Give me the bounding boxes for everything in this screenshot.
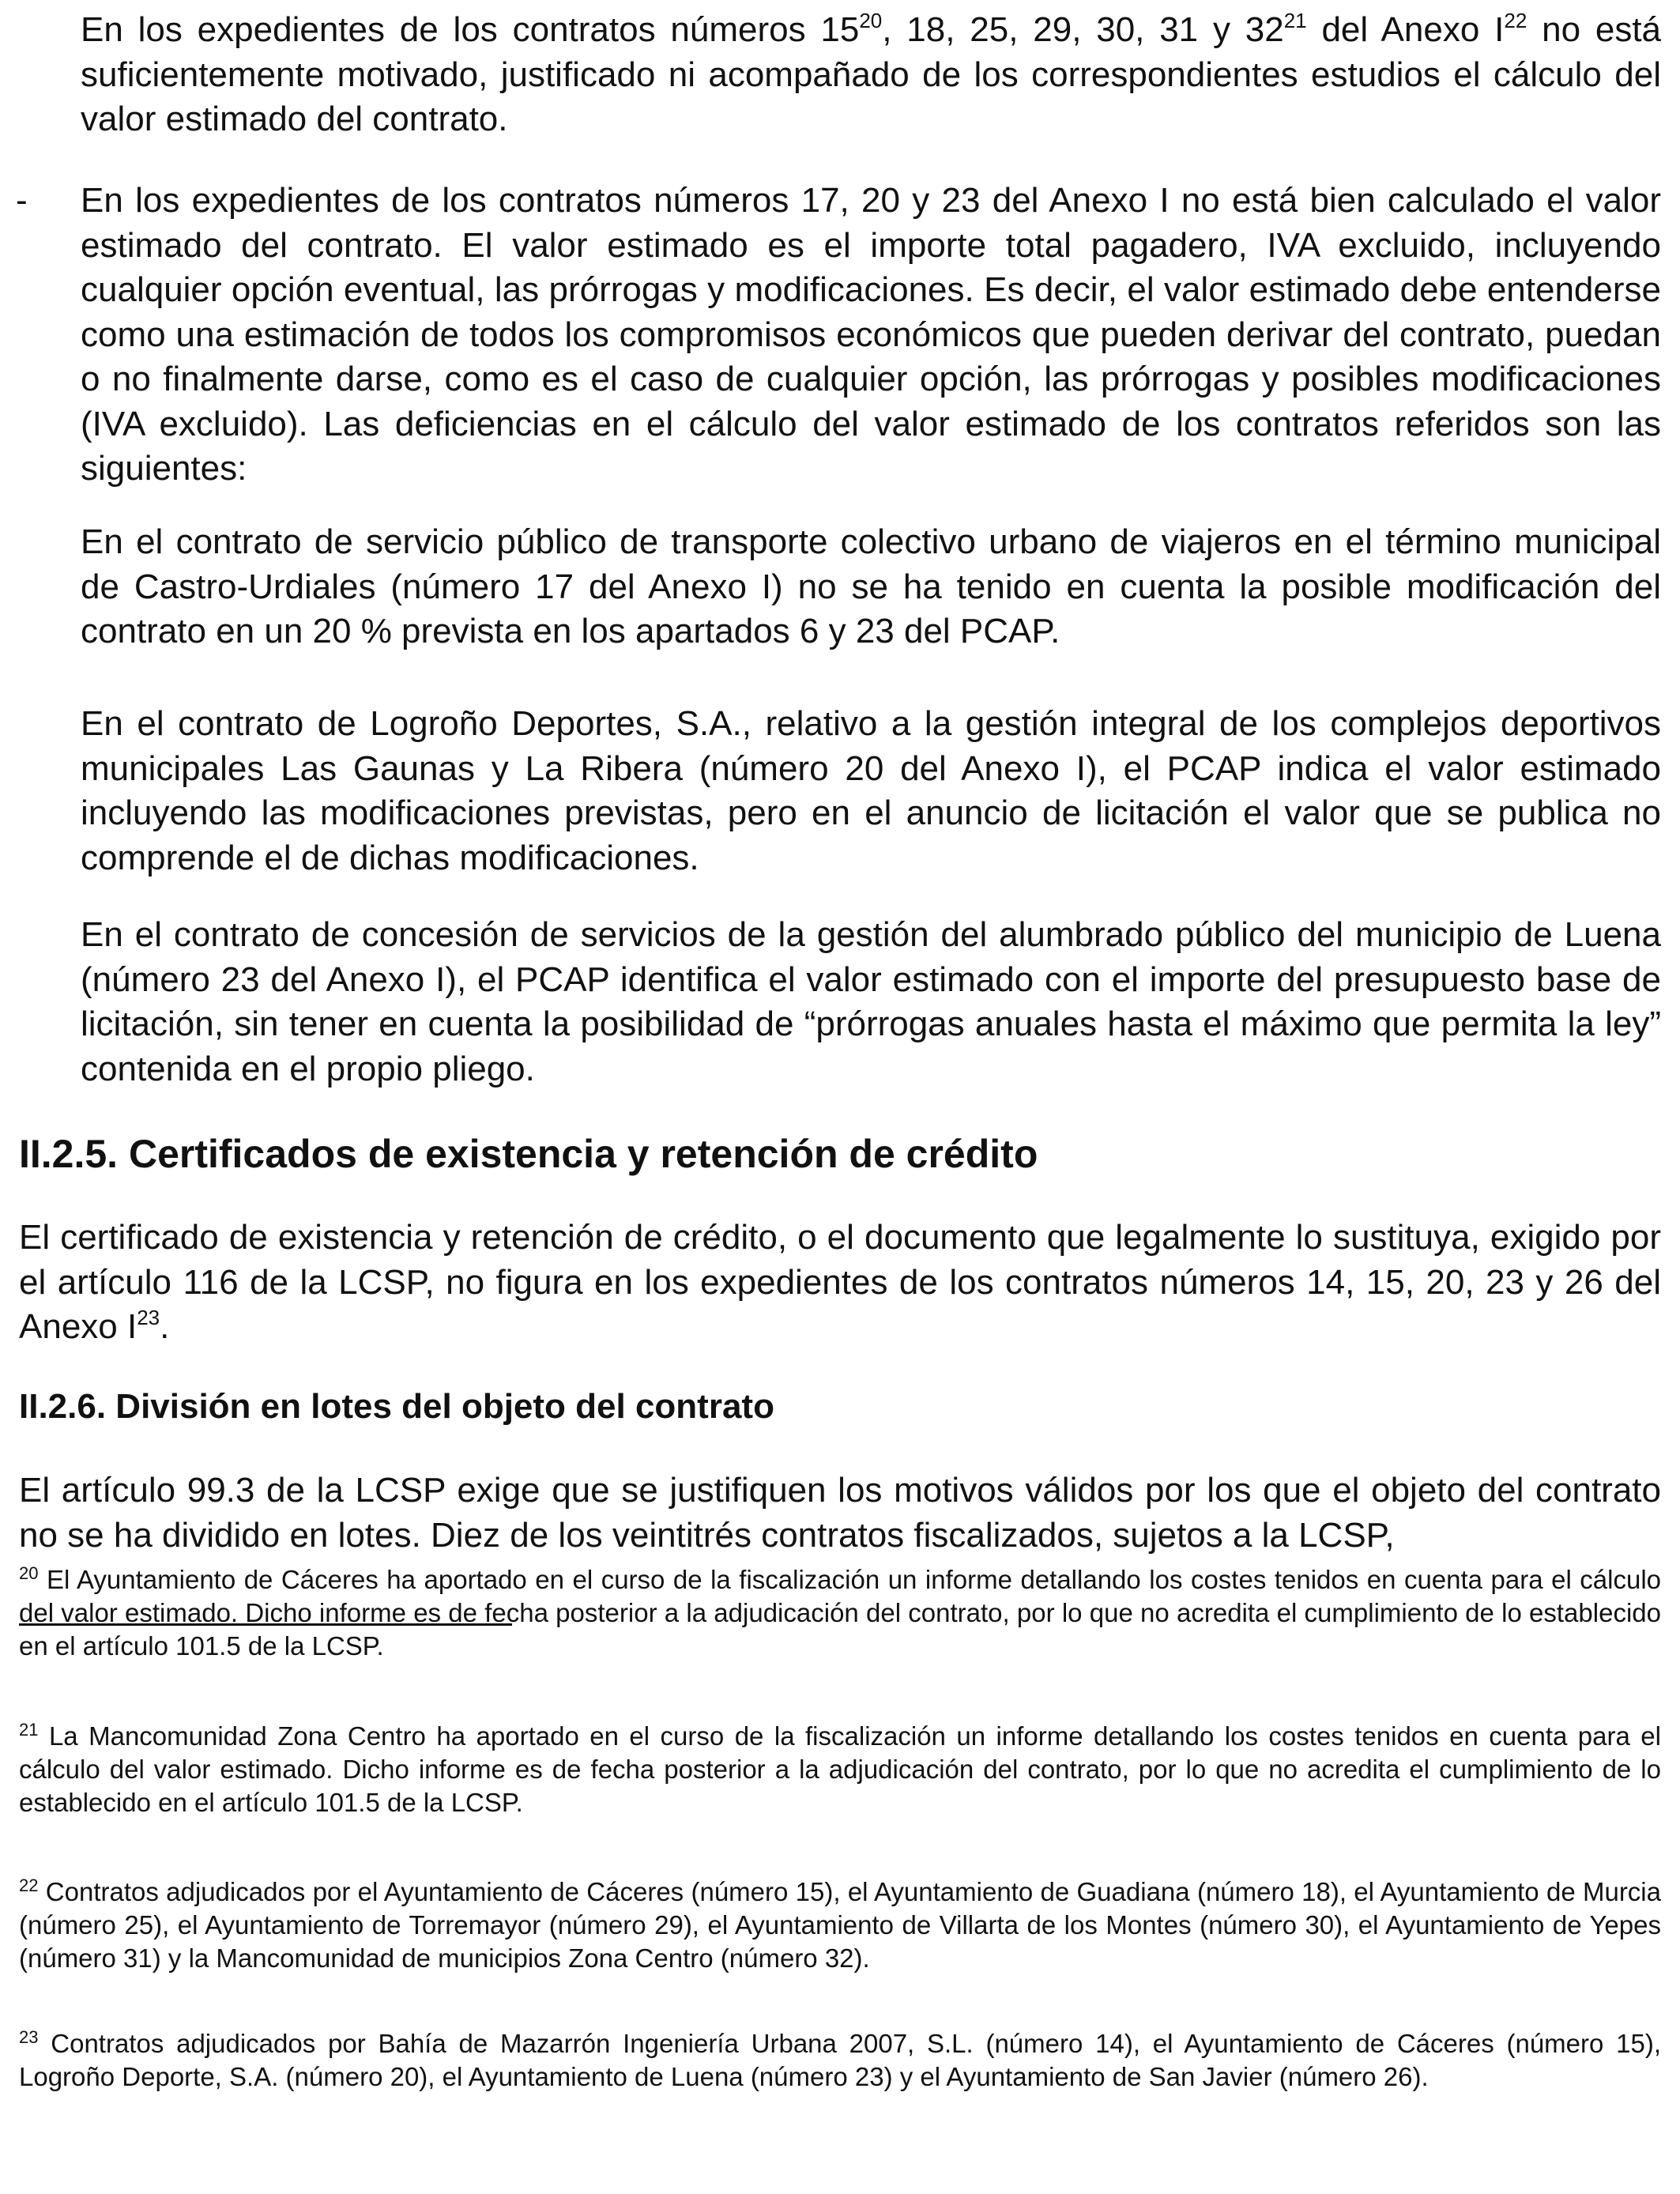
paragraph-valor-estimado-motivacion: En los expedientes de los contratos números $15^{20}$, 18, 25, 29, 30, 31 y $32^{21}$ del Anexo $I^{22}$ no está suficientemente motivado, justificado ni acompañado de los correspondientes estudios el cálculo del valor estimado del contrato. xyxy=(81,9,1662,138)
paragraph-castro-urdiales: En el contrato de servicio público de transporte colectivo urbano de viajeros en el término municipal de Castro-Urdiales (número 17 del Anexo I) no se ha tenido en cuenta la posible modificación del contrato en un 20 % prevista en los apartados 6 y 23 del PCAP. xyxy=(81,522,1661,650)
footnote-ref-21[interactable]: 21 xyxy=(1283,9,1307,32)
footnote-ref-22[interactable]: 22 xyxy=(1504,9,1527,32)
paragraph-logrono-deportes: En el contrato de Logroño Deportes, S.A., relativo a la gestión integral de los complejos deportivos municipales Las Gaunas y La Ribera (número 20 del Anexo I), el PCAP indica el valor estimado incluyendo las modificaciones previstas, pero en el anuncio de licitación el valor que se publica no comprende el de dichas modificaciones. xyxy=(81,704,1661,877)
footnote-22: $^{22}$ Contratos adjudicados por el Ayuntamiento de Cáceres (número 15), el Ayuntamiento de Guadiana (número 18), el Ayuntamiento de Murcia (número 25), el Ayuntamiento de Torremayor (número 29), el Ayuntamiento de Villarta de los Montes (número 30), el Ayuntamiento de Yepes (número 31) y la Mancomunidad de municipios Zona Centro (número 32). xyxy=(19,1875,1661,1973)
bullet-paragraph-calculo-valor: En los expedientes de los contratos números 17, 20 y 23 del Anexo I no está bien calculado el valor estimado del contrato. El valor estimado es el importe total pagadero, IVA excluido, incluyendo cualquier opción eventual, las prórrogas y modificaciones. Es decir, el valor estimado debe entenderse como una estimación de todos los compromisos económicos que pueden derivar del contrato, puedan o no finalmente darse, como es el caso de cualquier opción, las prórrogas y posibles modificaciones (IVA excluido). Las deficiencias en el cálculo del valor estimado de los contratos referidos son las siguientes: xyxy=(81,181,1661,488)
paragraph-division-lotes: El artículo 99.3 de la LCSP exige que se justifiquen los motivos válidos por los que el objeto del contrato no se ha dividido en lotes. Diez de los veintitrés contratos fiscalizados, sujetos a la LCSP, xyxy=(19,1471,1661,1555)
paragraph-luena: En el contrato de concesión de servicios de la gestión del alumbrado público del municipio de Luena (número 23 del Anexo I), el PCAP identifica el valor estimado con el importe del presupuesto base de licitación, sin tener en cuenta la posibilidad de “prórrogas anuales hasta el máximo que permita la ley” contenida en el propio pliego. xyxy=(81,915,1661,1088)
section-heading-2-2-5: II.2.5. Certificados de existencia y retención de crédito xyxy=(19,1132,1038,1176)
bullet-dash: - xyxy=(16,181,28,220)
footnote-ref-20[interactable]: 20 xyxy=(859,9,883,32)
footnote-23: $^{23}$ Contratos adjudicados por Bahía de Mazarrón Ingeniería Urbana 2007, S.L. (número 14), el Ayuntamiento de Cáceres (número 15), Logroño Deporte, S.A. (número 20), el Ayuntamiento de Luena (número 23) y el Ayuntamiento de San Javier (número 26). xyxy=(19,2027,1661,2091)
paragraph-certificados: El certificado de existencia y retención de crédito, o el documento que legalmente lo sustituya, exigido por el artículo 116 de la LCSP, no figura en los expedientes de los contratos números 14, 15, 20, 23 y 26 del Anexo $I^{23}$. xyxy=(19,1218,1661,1346)
section-heading-2-2-6: II.2.6. División en lotes del objeto del contrato xyxy=(19,1387,774,1426)
footnote-ref-23[interactable]: 23 xyxy=(137,1306,160,1329)
footnote-20: $^{20}$ El Ayuntamiento de Cáceres ha aportado en el curso de la fiscalización un informe detallando los costes tenidos en cuenta para el cálculo del valor estimado. Dicho informe es de fecha posterior a la adjudicación del contrato, por lo que no acredita el cumplimiento de lo establecido en el artículo 101.5 de la LCSP. xyxy=(19,1563,1661,1661)
footnote-21: $^{21}$ La Mancomunidad Zona Centro ha aportado en el curso de la fiscalización un informe detallando los costes tenidos en cuenta para el cálculo del valor estimado. Dicho informe es de fecha posterior a la adjudicación del contrato, por lo que no acredita el cumplimiento de lo establecido en el artículo 101.5 de la LCSP. xyxy=(19,1720,1661,1817)
